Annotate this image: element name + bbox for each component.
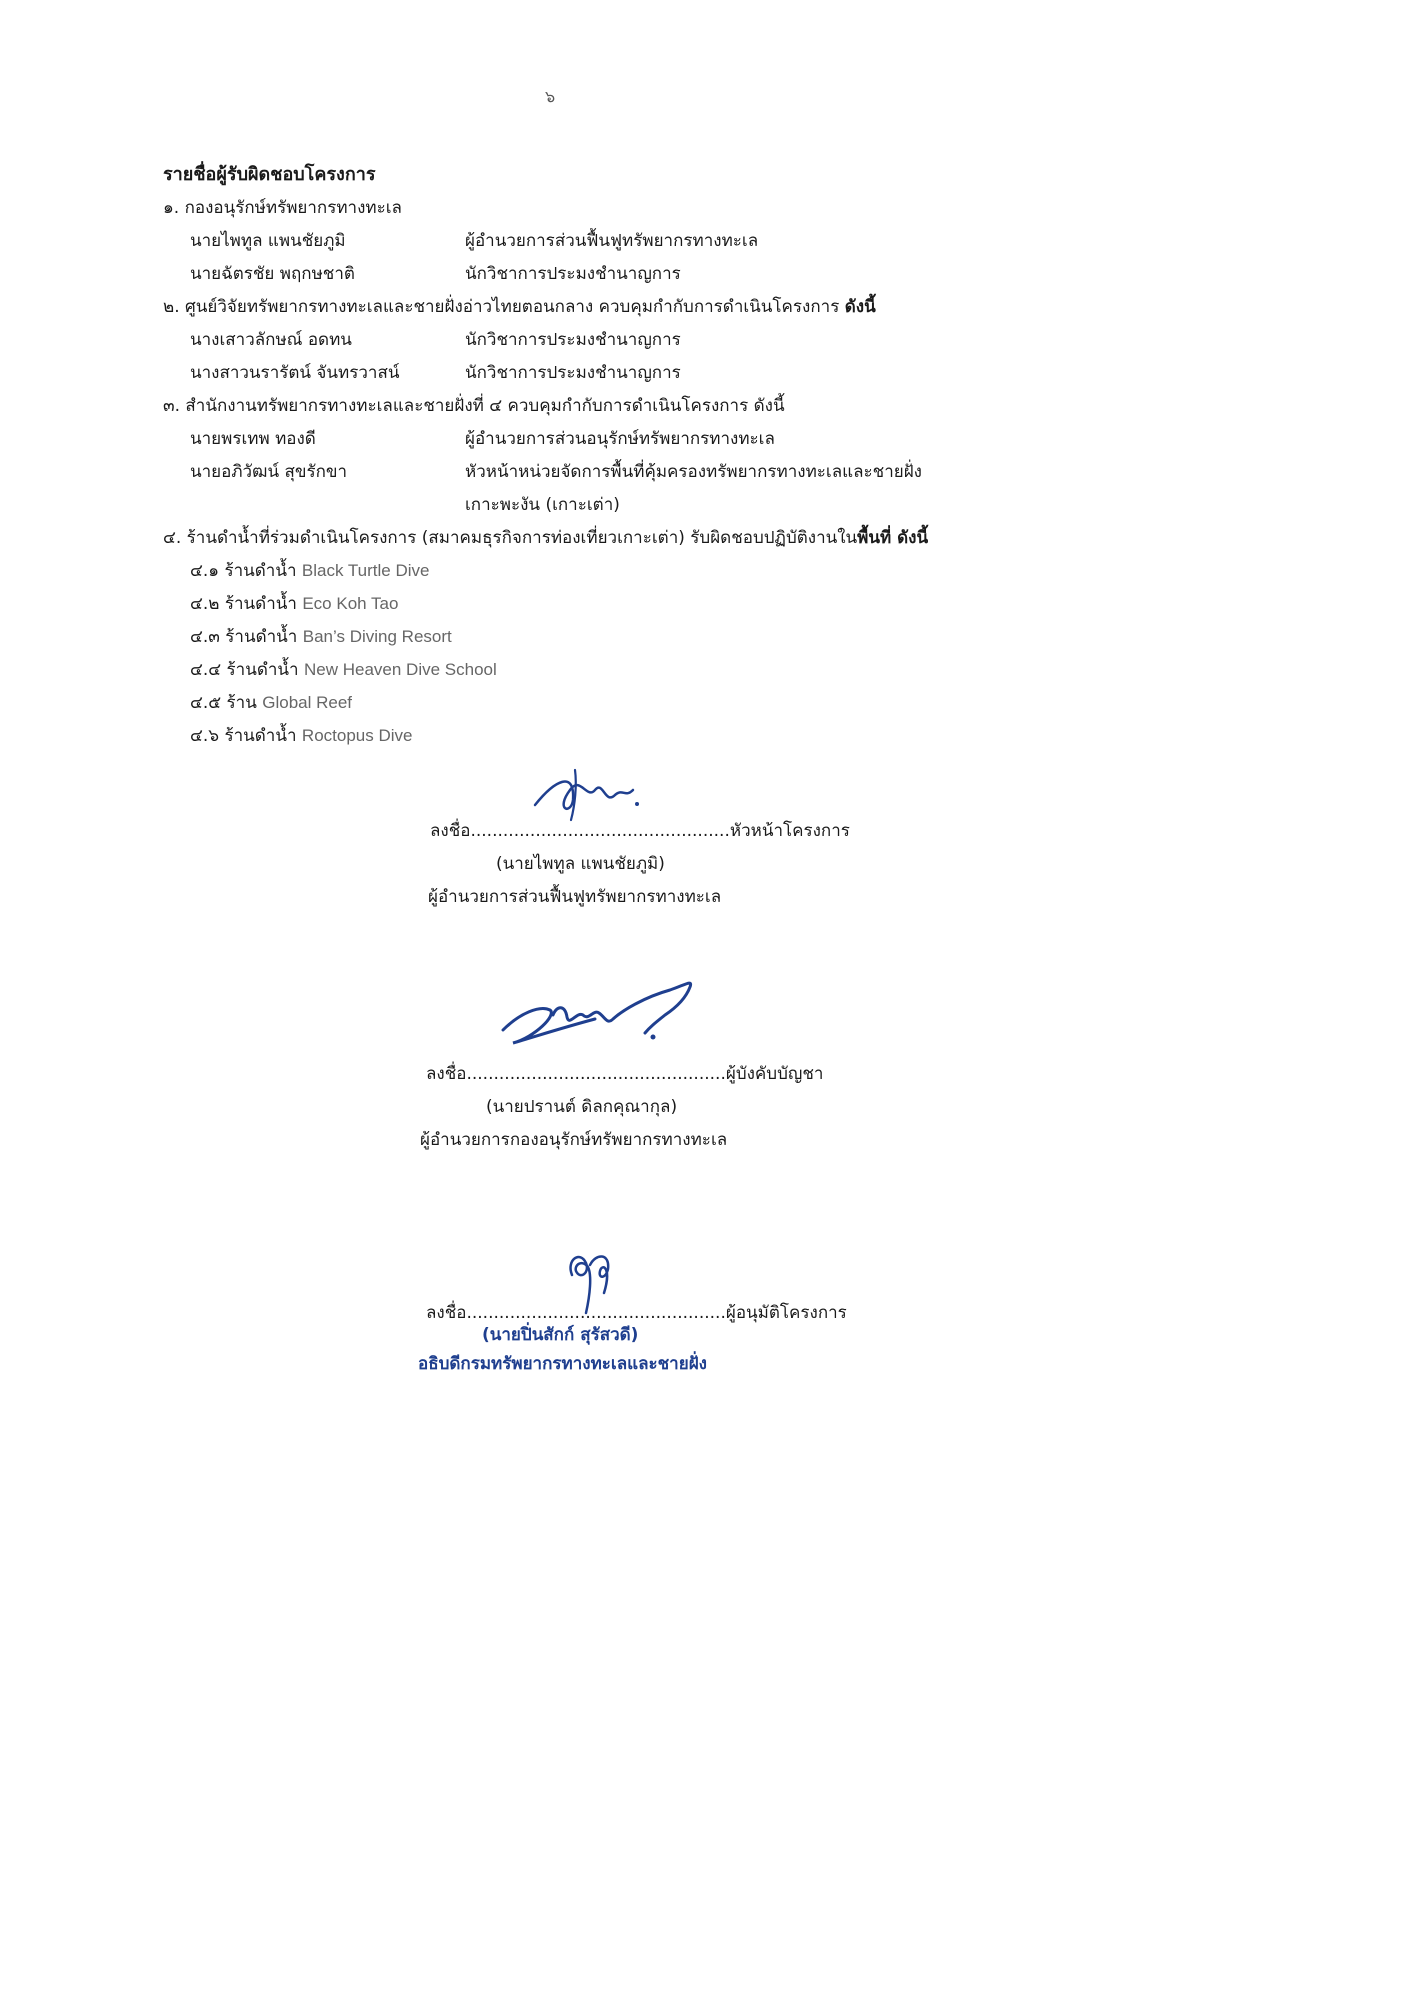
person-name: นายพรเทพ ทองดี bbox=[190, 429, 316, 449]
person-role: นักวิชาการประมงชำนาญการ bbox=[465, 264, 681, 284]
signature-3-name: (นายปิ่นสักก์ สุรัสวดี) bbox=[482, 1325, 639, 1345]
person-name: นางสาวนรารัตน์ จันทรวาสน์ bbox=[190, 363, 400, 383]
person-role-continued: เกาะพะงัน (เกาะเต่า) bbox=[465, 495, 620, 515]
person-name: นายอภิวัฒน์ สุขรักขา bbox=[190, 462, 348, 482]
signature-1-title: ผู้อำนวยการส่วนฟื้นฟูทรัพยากรทางทะเล bbox=[428, 887, 722, 907]
person-name: นายไพทูล แพนชัยภูมิ bbox=[190, 231, 346, 251]
person-role: หัวหน้าหน่วยจัดการพื้นที่คุ้มครองทรัพยากรทางทะเลและชายฝั่ง bbox=[465, 462, 922, 482]
person-name: นายฉัตรชัย พฤกษชาติ bbox=[190, 264, 355, 284]
signature-3-line: ลงชื่อ................................................ผู้อนุมัติโครงการ bbox=[426, 1303, 847, 1323]
signature-3-title: อธิบดีกรมทรัพยากรทางทะเลและชายฝั่ง bbox=[418, 1354, 707, 1374]
signature-2-line: ลงชื่อ................................................ผู้บังคับบัญชา bbox=[426, 1064, 824, 1084]
signature-2-title: ผู้อำนวยการกองอนุรักษ์ทรัพยากรทางทะเล bbox=[420, 1130, 728, 1150]
signature-1-line: ลงชื่อ................................................หัวหน้าโครงการ bbox=[430, 821, 850, 841]
shop-item: ๔.๕ ร้าน Global Reef bbox=[190, 693, 353, 713]
person-name: นางเสาวลักษณ์ อดทน bbox=[190, 330, 352, 350]
section-3-heading: ๓. สำนักงานทรัพยากรทางทะเลและชายฝั่งที่ ๔ ควบคุมกำกับการดำเนินโครงการ ดังนี้ bbox=[163, 396, 785, 416]
person-role: ผู้อำนวยการส่วนฟื้นฟูทรัพยากรทางทะเล bbox=[465, 231, 759, 251]
shop-item: ๔.๑ ร้านดำน้ำ Black Turtle Dive bbox=[190, 561, 430, 581]
person-role: นักวิชาการประมงชำนาญการ bbox=[465, 330, 681, 350]
shop-item: ๔.๒ ร้านดำน้ำ Eco Koh Tao bbox=[190, 594, 399, 614]
section-1-heading: ๑. กองอนุรักษ์ทรัพยากรทางทะเล bbox=[163, 198, 402, 218]
document-title: รายชื่อผู้รับผิดชอบโครงการ bbox=[163, 164, 376, 185]
person-role: นักวิชาการประมงชำนาญการ bbox=[465, 363, 681, 383]
signature-2-image bbox=[495, 975, 705, 1055]
person-role: ผู้อำนวยการส่วนอนุรักษ์ทรัพยากรทางทะเล bbox=[465, 429, 775, 449]
section-4-heading: ๔. ร้านดำน้ำที่ร่วมดำเนินโครงการ (สมาคมธุรกิจการท่องเที่ยวเกาะเต่า) รับผิดชอบปฏิบัติงานในพื้นที่ ดังนี้ bbox=[163, 528, 929, 548]
shop-item: ๔.๖ ร้านดำน้ำ Roctopus Dive bbox=[190, 726, 413, 746]
shop-item: ๔.๓ ร้านดำน้ำ Ban’s Diving Resort bbox=[190, 627, 452, 647]
page-number: ๖ bbox=[545, 87, 556, 106]
signature-1-name: (นายไพทูล แพนชัยภูมิ) bbox=[496, 854, 665, 874]
section-2-heading: ๒. ศูนย์วิจัยทรัพยากรทางทะเลและชายฝั่งอ่าวไทยตอนกลาง ควบคุมกำกับการดำเนินโครงการ ดังนี้ bbox=[163, 297, 876, 317]
signature-2-name: (นายปรานต์ ดิลกคุณากุล) bbox=[486, 1097, 678, 1117]
shop-item: ๔.๔ ร้านดำน้ำ New Heaven Dive School bbox=[190, 660, 497, 680]
